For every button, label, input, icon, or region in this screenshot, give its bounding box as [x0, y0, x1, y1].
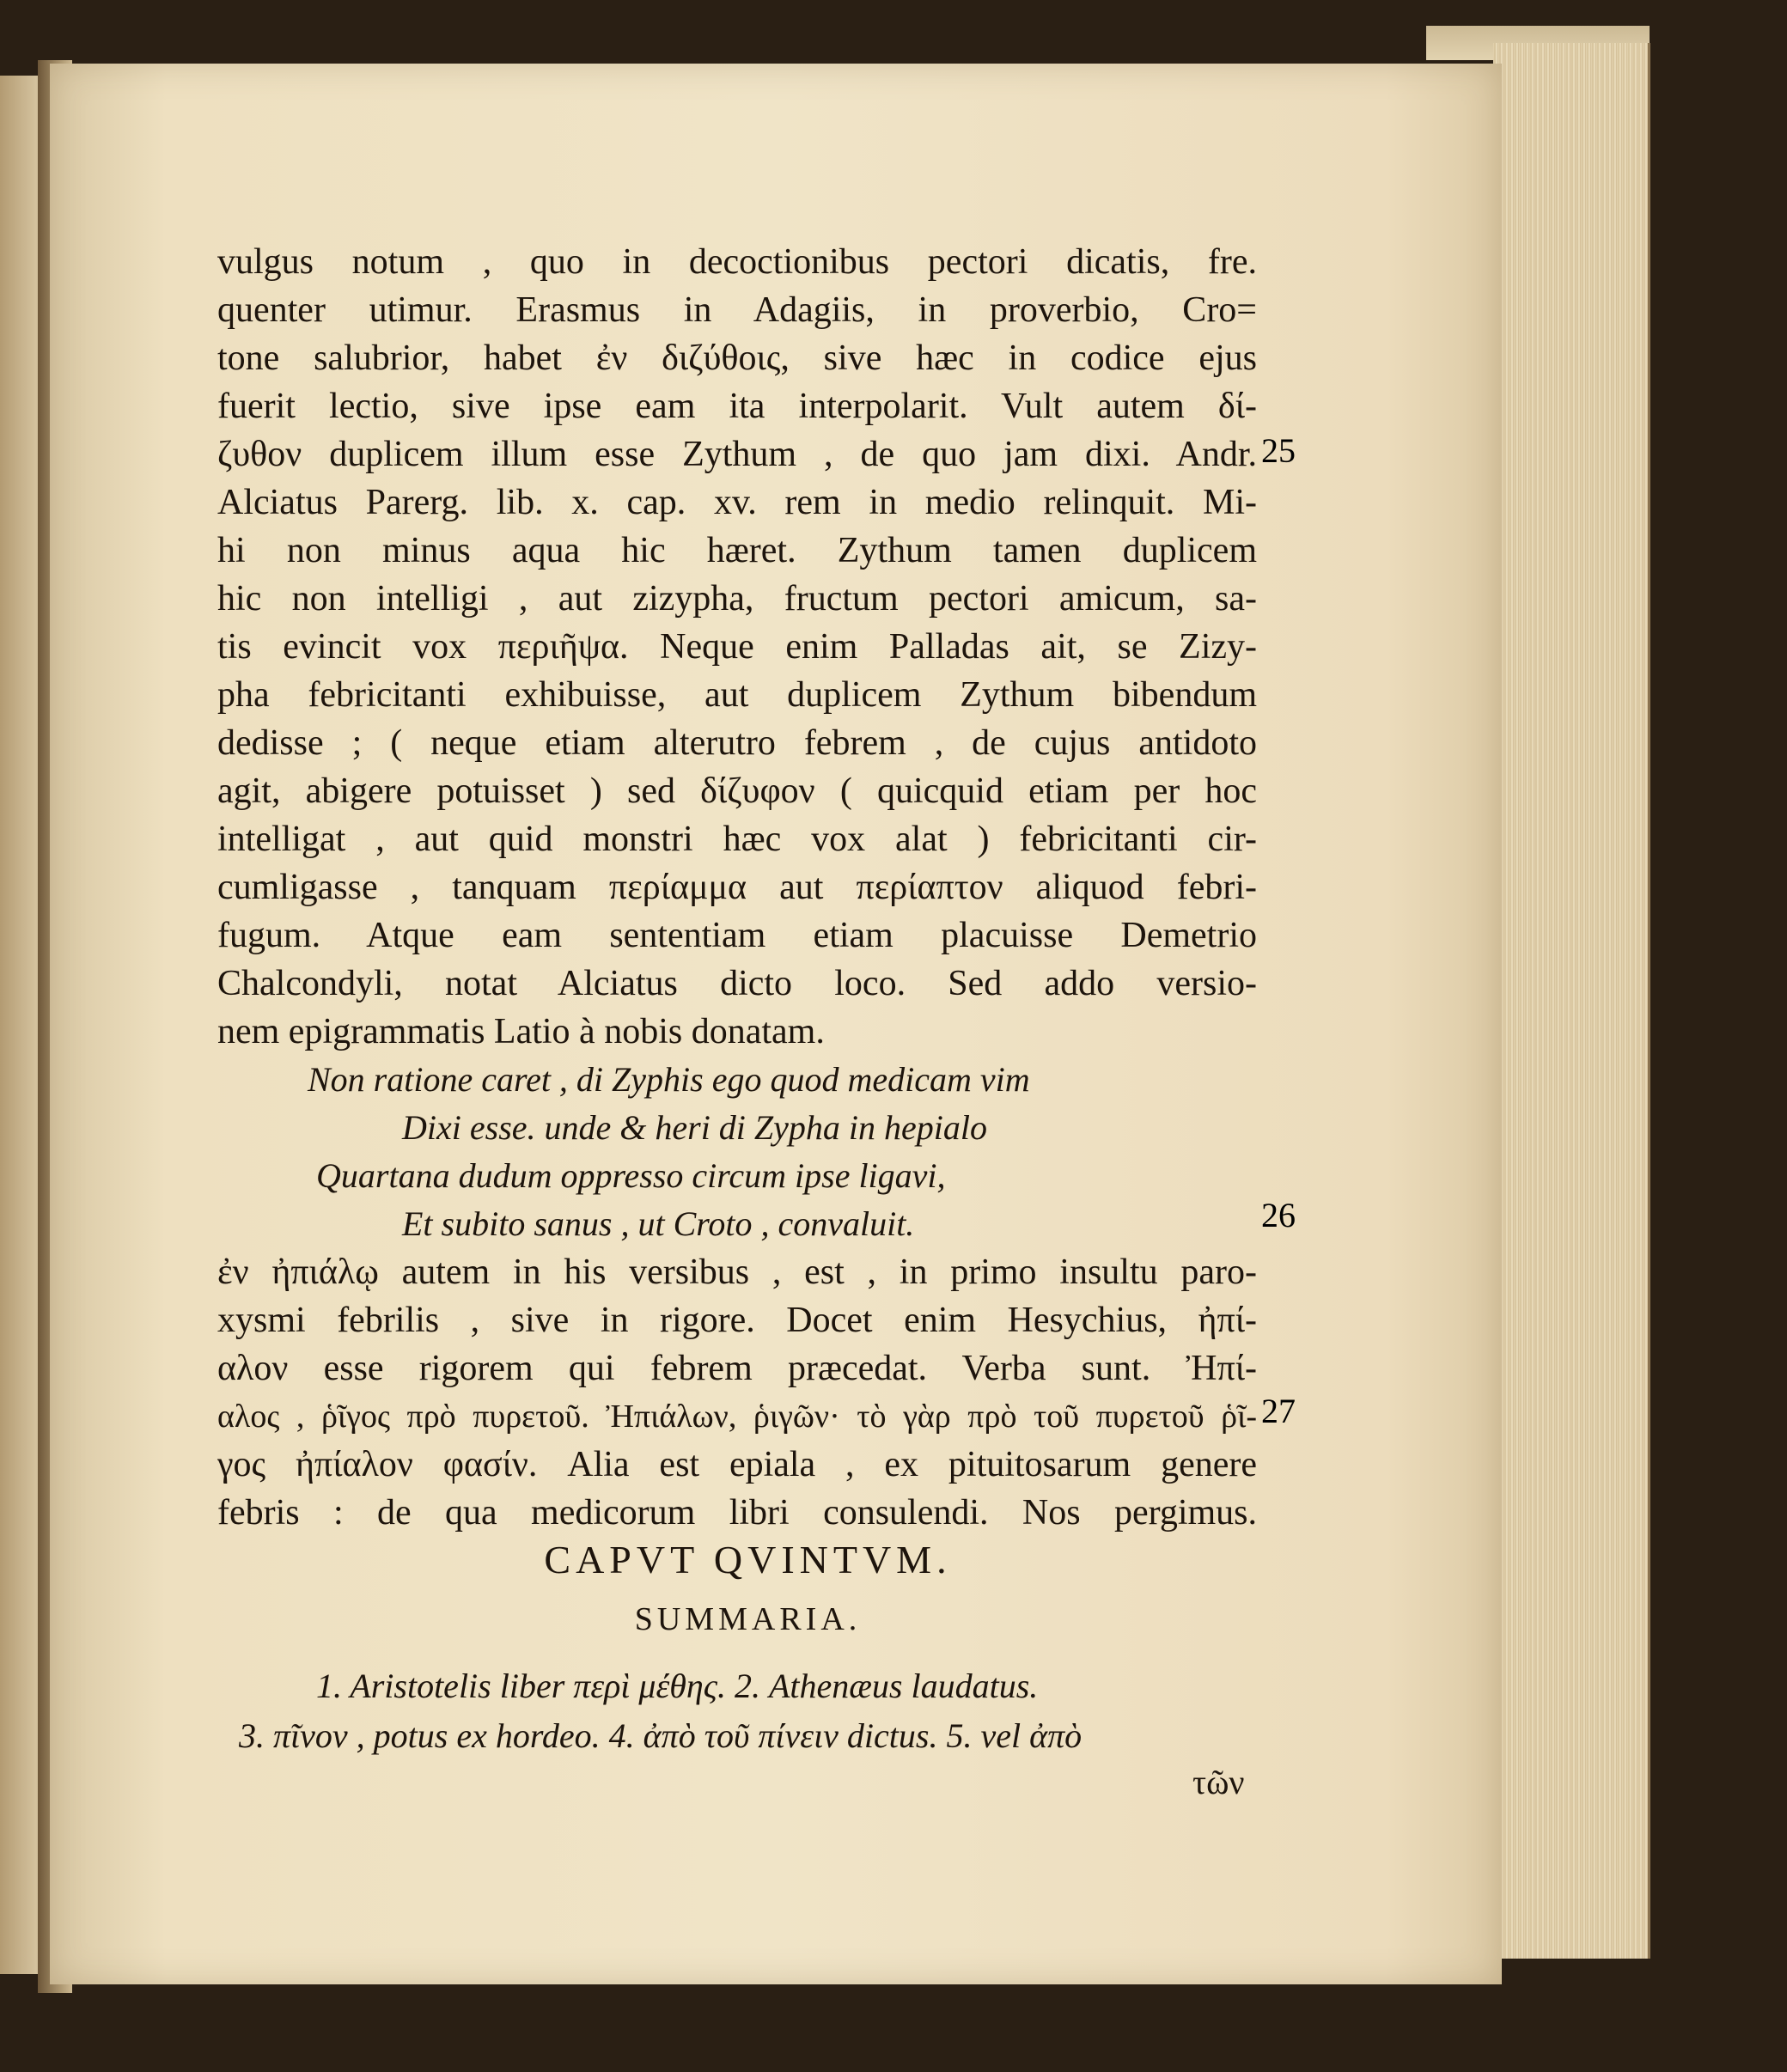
text-line: pha febricitanti exhibuisse, aut duplicem Zythum bibendum	[217, 675, 1257, 715]
summary-line: 3. πῖνον , potus ex hordeo. 4. ἀπὸ τοῦ πίνειν dictus. 5. vel ἀπὸ	[239, 1716, 1083, 1755]
marginal-number: 26	[1261, 1196, 1296, 1234]
book-page	[50, 64, 1502, 1984]
text-line: dedisse ; ( neque etiam alterutro febrem , de cujus antidoto	[217, 723, 1257, 763]
text-line: Alciatus Parerg. lib. x. cap. xv. rem in medio relinquit. Mi-	[217, 483, 1257, 522]
text-line: nem epigrammatis Latio à nobis donatam.	[217, 1012, 825, 1051]
marginal-number: 25	[1261, 431, 1296, 470]
marginal-number: 27	[1261, 1392, 1296, 1430]
verse-line: Quartana dudum oppresso circum ipse ligavi,	[316, 1156, 946, 1195]
text-line: ἐν ἠπιάλῳ autem in his versibus , est , in primo insultu paro-	[217, 1252, 1257, 1292]
text-line: febris : de qua medicorum libri consulendi. Nos pergimus.	[217, 1493, 1257, 1533]
text-line: agit, abigere potuisset ) sed δίζυφον ( quicquid etiam per hoc	[217, 771, 1257, 811]
text-line: fugum. Atque eam sententiam etiam placuisse Demetrio	[217, 916, 1257, 955]
summary-line: 1. Aristotelis liber περὶ μέθης. 2. Athenæus laudatus.	[316, 1667, 1039, 1705]
text-line: γος ἠπίαλον φασίν. Alia est epiala , ex pituitosarum genere	[217, 1445, 1257, 1484]
text-line: xysmi febrilis , sive in rigore. Docet enim Hesychius, ἠπί-	[217, 1301, 1257, 1340]
page-block-edges	[1493, 43, 1650, 1959]
text-line: intelligat , aut quid monstri hæc vox alat ) febricitanti cir-	[217, 820, 1257, 859]
text-line: hic non intelligi , aut zizypha, fructum pectori amicum, sa-	[217, 579, 1257, 619]
text-line: Chalcondyli, notat Alciatus dicto loco. Sed addo versio-	[217, 964, 1257, 1003]
verse-line: Dixi esse. unde & heri di Zypha in hepialo	[402, 1108, 988, 1147]
chapter-heading: CAPVT QVINTVM.	[544, 1538, 952, 1581]
summaria-heading: SUMMARIA.	[634, 1601, 862, 1637]
catchword: τῶν	[1192, 1763, 1245, 1801]
text-line: αλον esse rigorem qui febrem præcedat. Verba sunt. Ἠπί-	[217, 1349, 1257, 1388]
text-line: vulgus notum , quo in decoctionibus pectori dicatis, fre.	[217, 242, 1257, 282]
text-line: fuerit lectio, sive ipse eam ita interpolarit. Vult autem δί-	[217, 387, 1257, 426]
text-line: quenter utimur. Erasmus in Adagiis, in proverbio, Cro=	[217, 290, 1257, 330]
text-line: tone salubrior, habet ἐν διζύθοις, sive hæc in codice ejus	[217, 338, 1257, 378]
text-line: ζυθον duplicem illum esse Zythum , de quo jam dixi. Andr.	[217, 435, 1257, 474]
text-line: cumligasse , tanquam περίαμμα aut περίαπτον aliquod febri-	[217, 868, 1257, 907]
text-line: αλος , ῥῖγος πρὸ πυρετοῦ. Ἠπιάλων, ῥιγῶν· τὸ γὰρ πρὸ τοῦ πυρετοῦ ῥῖ-	[217, 1399, 1257, 1435]
verse-line: Et subito sanus , ut Croto , convaluit.	[402, 1204, 915, 1243]
verse-line: Non ratione caret , di Zyphis ego quod medicam vim	[308, 1060, 1030, 1099]
text-line: tis evincit vox περιῆψα. Neque enim Palladas ait, se Zizy-	[217, 627, 1257, 667]
text-line: hi non minus aqua hic hæret. Zythum tamen duplicem	[217, 531, 1257, 570]
